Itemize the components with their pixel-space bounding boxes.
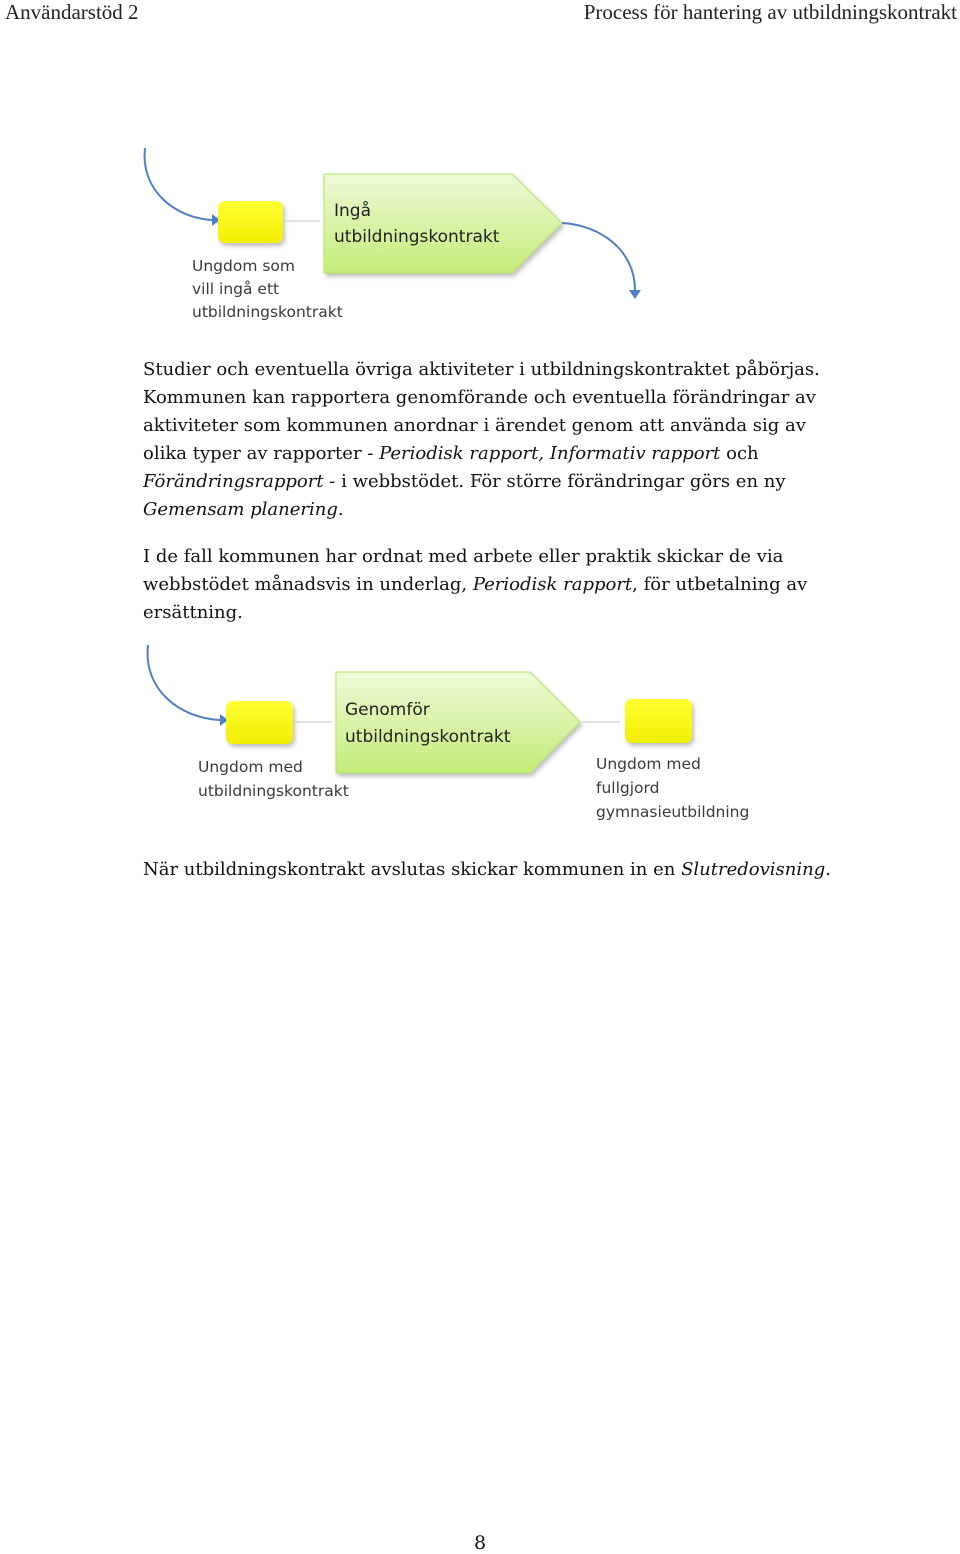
para1-em-2: Förändringsrapport: [143, 471, 324, 492]
left-label-line-2: utbildningskontrakt: [198, 782, 349, 800]
diagram-genomför: [0, 638, 960, 828]
yellow-box-right: [625, 699, 692, 743]
para3-em-1: Slutredovisning: [681, 859, 826, 880]
para1-text-c: - i webbstödet. För större förändringar görs en ny: [323, 471, 786, 492]
para2-em-1: Periodisk rapport: [472, 574, 633, 595]
right-label-line-3: gymnasieutbildning: [596, 803, 750, 821]
paragraph-1: [143, 356, 833, 524]
left-label-line-1: Ungdom med: [198, 758, 303, 776]
para1-text-b: och: [720, 443, 759, 464]
header-left-title: Användarstöd 2: [5, 0, 139, 24]
para2-text-a: I de fall kommunen har ordnat med arbete eller praktik skickar de via webbstödet månadsvis in underlag,: [143, 546, 784, 595]
para1-text-a: Studier och eventuella övriga aktiviteter i utbildningskontraktet påbörjas. Kommunen kan rapportera genomförande och eventuella förändringar av aktiviteter som kommunen anordnar i ärendet genom att använda sig av olika typer av rapporter -: [143, 359, 820, 464]
incoming-connector: [148, 645, 220, 720]
arrow-head-icon: [629, 290, 641, 299]
yellow-box: [218, 201, 283, 243]
para3-text-b: .: [825, 859, 831, 880]
process-arrow-text-1: Ingå: [334, 201, 371, 221]
header-right-title: Process för hantering av utbildningskontrakt: [583, 0, 957, 24]
incoming-connector: [145, 148, 212, 220]
para2-text-b: , för utbetalning av ersättning.: [143, 574, 808, 623]
para3-text-a: När utbildningskontrakt avslutas skickar kommunen in en: [143, 859, 682, 880]
process-arrow: [324, 174, 562, 273]
para1-text-d: .: [337, 499, 344, 520]
right-label-line-2: fullgjord: [596, 779, 660, 797]
process-arrow-text-1: Genomför: [345, 700, 430, 720]
paragraph-2: [143, 543, 833, 627]
process-arrow-text-2: utbildningskontrakt: [334, 227, 500, 247]
para1-em-3: Gemensam planering: [143, 499, 338, 520]
page-number: 8: [473, 1532, 487, 1554]
right-label-line-1: Ungdom med: [596, 755, 701, 773]
outgoing-connector: [562, 223, 635, 290]
box-label-line-3: utbildningskontrakt: [192, 303, 343, 321]
yellow-box-left: [226, 701, 293, 744]
process-arrow-text-2: utbildningskontrakt: [345, 727, 511, 747]
diagram-ingå: [0, 140, 960, 340]
box-label-line-1: Ungdom som: [192, 257, 296, 275]
paragraph-3: [143, 856, 833, 884]
process-arrow: [336, 672, 580, 773]
box-label-line-2: vill ingå ett: [192, 280, 280, 298]
para1-em-1: Periodisk rapport, Informativ rapport: [379, 443, 721, 464]
